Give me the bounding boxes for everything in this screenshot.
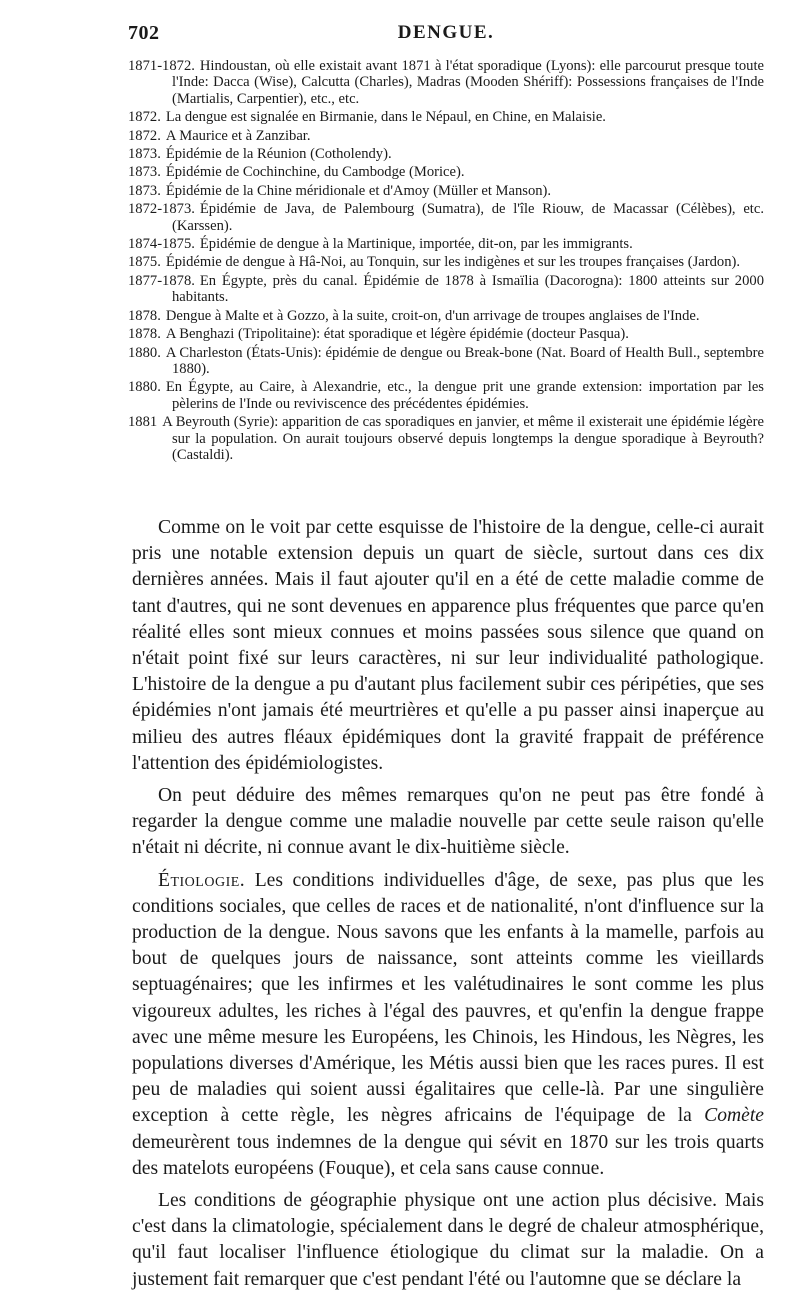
chronology-entry bbox=[128, 326, 764, 342]
chronology-entry bbox=[128, 128, 764, 144]
entry-year: 1872-1873. bbox=[128, 201, 195, 218]
chronology-entry bbox=[128, 236, 764, 252]
chronology-entry bbox=[128, 183, 764, 199]
entry-text: A Benghazi (Tripolitaine): état sporadique et légère épidémie (docteur Pasqua). bbox=[165, 326, 629, 343]
paragraph: Les conditions de géographie physique ont une action plus décisive. Mais c'est dans la climatologie, spécialement dans le degré de chaleur atmosphérique, qu'il faut localiser l'influence étiologique du climat sur la maladie. On a justement fait remarquer que c'est pendant l'été ou l'automne que se déclare la bbox=[132, 1190, 764, 1290]
chronology-entry bbox=[128, 254, 764, 270]
paragraph: On peut déduire des mêmes remarques qu'on ne peut pas être fondé à regarder la dengue comme une maladie nouvelle par cette seule raison qu'elle n'était ni décrite, ni connue avant le dix-huitième siècle. bbox=[132, 785, 764, 859]
entry-year: 1872. bbox=[128, 127, 161, 144]
entry-text: A Charleston (États-Unis): épidémie de dengue ou Break-bone (Nat. Board of Health Bull., septembre 1880). bbox=[165, 344, 764, 377]
page-number: 702 bbox=[128, 22, 160, 44]
page-header bbox=[128, 22, 764, 50]
entry-year: 1878. bbox=[128, 326, 161, 343]
entry-year: 1877-1878. bbox=[128, 272, 195, 289]
chronology-entry bbox=[128, 201, 764, 234]
chronology-entry bbox=[128, 58, 764, 107]
entry-year: 1878. bbox=[128, 307, 161, 324]
chronology-entry bbox=[128, 379, 764, 412]
entry-text: En Égypte, au Caire, à Alexandrie, etc., la dengue prit une grande extension: importation par les pèlerins de l'Inde ou reviviscence des précédentes épidémies. bbox=[165, 379, 764, 412]
entry-text: En Égypte, près du canal. Épidémie de 1878 à Ismaïlia (Dacorogna): 1800 atteints sur 2000 habitants. bbox=[172, 272, 764, 306]
entry-year: 1874-1875. bbox=[128, 236, 195, 253]
entry-year: 1873. bbox=[128, 182, 161, 199]
entry-year: 1881 bbox=[128, 414, 158, 431]
entry-text: Hindoustan, où elle existait avant 1871 à l'état sporadique (Lyons): elle parcourut presque toute l'Inde: Dacca (Wise), Calcutta (Charles), Madras (Mooden Shériff): Possessions françaises de l'Inde (Martialis, Carpentier), etc., etc. bbox=[172, 58, 764, 107]
chronology-entry bbox=[128, 345, 764, 378]
entry-text: Épidémie de la Chine méridionale et d'Amoy (Müller et Manson). bbox=[165, 182, 552, 199]
chronology-entry bbox=[128, 109, 764, 125]
section-heading: Étiologie. bbox=[158, 869, 246, 891]
entry-text: A Maurice et à Zanzibar. bbox=[165, 127, 311, 144]
chronology-entry bbox=[128, 273, 764, 306]
entry-text: A Beyrouth (Syrie): apparition de cas sporadiques en janvier, et même il existerait une épidémie légère sur la population. On aurait toujours observé depuis longtemps la dengue sporadique à Beyrouth? (Castaldi). bbox=[162, 414, 764, 463]
entry-year: 1880. bbox=[128, 379, 161, 396]
entry-text: Épidémie de dengue à la Martinique, importée, dit-on, par les immigrants. bbox=[199, 236, 633, 253]
entry-text: Épidémie de dengue à Hâ-Noi, au Tonquin, sur les indigènes et sur les troupes françaises (Jardon). bbox=[165, 254, 741, 271]
entry-text: Dengue à Malte et à Gozzo, à la suite, croit-on, d'un arrivage de troupes anglaises de l'Inde. bbox=[165, 307, 700, 324]
entry-year: 1873. bbox=[128, 164, 161, 181]
paragraph-text: Les conditions individuelles d'âge, de sexe, pas plus que les conditions sociales, que celles de races et de nationalité, n'ont d'influence sur la production de la dengue. Nous savons que les enfants à la mamelle, parfois au bout de quelques jours de naissance, sont atteints comme les vieillards septuagénaires; que les infirmes et les valétudinaires le sont comme les plus vigoureux adultes, les riches à l'égal des pauvres, et qu'enfin la dengue frappe avec une même mesure les Européens, les Chinois, les Hindous, les Nègres, les populations diverses d'Amérique, les Métis aussi bien que les races pures. Il est peu de maladies qui soient aussi égalitaires que celle-là. Par une singulière exception à cette règle, les nègres africains de l'équipage de la bbox=[132, 869, 764, 1127]
entry-year: 1875. bbox=[128, 254, 161, 271]
entry-text: Épidémie de Cochinchine, du Cambodge (Morice). bbox=[165, 164, 465, 181]
paragraph-etiologie bbox=[132, 868, 764, 1182]
body-text bbox=[132, 515, 764, 1299]
chronology-entry bbox=[128, 164, 764, 180]
ship-name: Comète bbox=[704, 1105, 764, 1127]
entry-text: Épidémie de Java, de Palembourg (Sumatra), de l'île Riouw, de Macassar (Célèbes), etc. (Karssen). bbox=[172, 201, 764, 234]
entry-year: 1880. bbox=[128, 344, 161, 361]
entry-year: 1871-1872. bbox=[128, 58, 195, 74]
chronology-entry bbox=[128, 414, 764, 463]
chronology-entry bbox=[128, 146, 764, 162]
running-title: DENGUE. bbox=[397, 22, 495, 43]
paragraph: Comme on le voit par cette esquisse de l'histoire de la dengue, celle-ci aurait pris une notable extension depuis un quart de siècle, surtout dans ces dix dernières années. Mais il faut ajouter qu'il en a été de cette maladie comme de tant d'autres, qui ne sont devenues en apparence plus fréquentes que parce qu'en réalité elles sont mieux connues et moins passées sous silence que quand on n'était point fixé sur leurs caractères, ni sur leur individualité pathologique. L'histoire de la dengue a pu d'autant plus facilement subir ces péripéties, que ses épidémies n'ont jamais été meurtrières et qu'elle a pu passer ainsi inaperçue au milieu des autres fléaux épidémiques dont la gravité frappait de préférence l'attention des épidémiologistes. bbox=[132, 517, 764, 774]
chronology-list bbox=[128, 58, 764, 465]
entry-text: La dengue est signalée en Birmanie, dans le Népaul, en Chine, en Malaisie. bbox=[165, 109, 606, 126]
entry-year: 1872. bbox=[128, 109, 161, 126]
chronology-entry bbox=[128, 308, 764, 324]
entry-year: 1873. bbox=[128, 146, 161, 163]
entry-text: Épidémie de la Réunion (Cotholendy). bbox=[165, 146, 392, 163]
paragraph-text: demeurèrent tous indemnes de la dengue qui sévit en 1870 sur les trois quarts des matelots européens (Fouque), et cela sans cause connue. bbox=[132, 1131, 764, 1179]
